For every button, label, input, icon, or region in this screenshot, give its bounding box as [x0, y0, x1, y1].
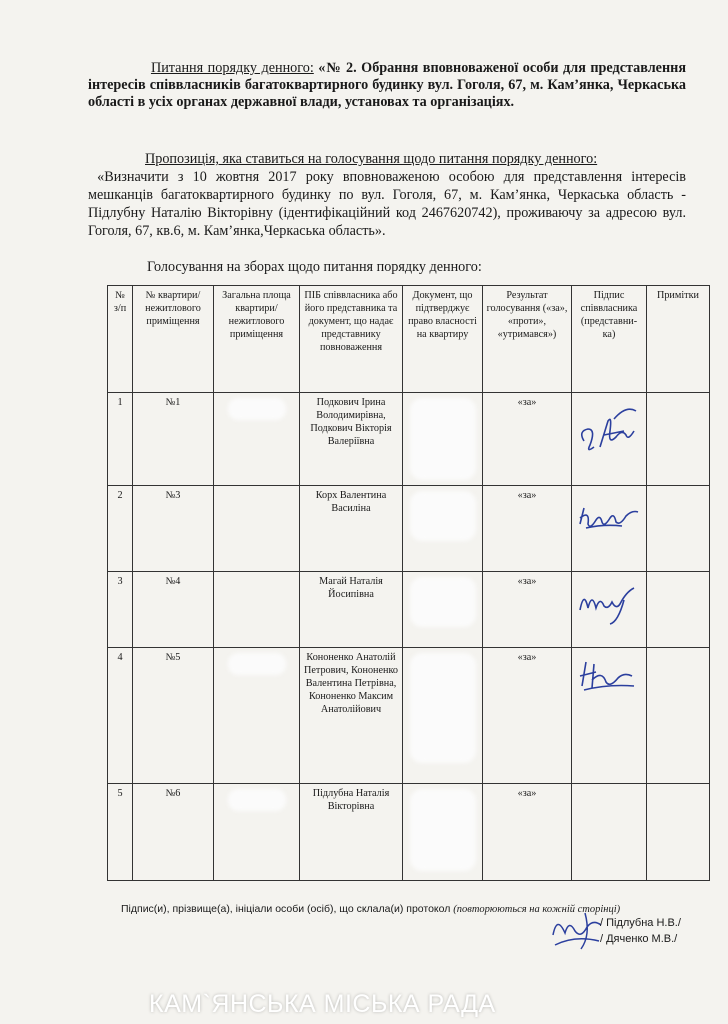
row-apartment: №1: [133, 393, 214, 486]
row-num: 2: [108, 486, 133, 572]
row-area-redacted: [214, 572, 300, 648]
table-row: [108, 486, 710, 572]
header-notes: Примітки: [647, 286, 710, 393]
row-document-redacted: [403, 648, 483, 784]
proposal-text: [88, 168, 686, 240]
table-row: [108, 393, 710, 486]
row-owner: Корх Валентина Василіна: [300, 486, 403, 572]
row-signature: [572, 393, 647, 486]
table-row: [108, 784, 710, 881]
redaction: [228, 789, 286, 811]
footer-text: Підпис(и), прізвище(а), ініціали особи (осіб), що склала(и) протокол: [121, 903, 451, 915]
row-num: 3: [108, 572, 133, 648]
agenda-item: [88, 60, 686, 111]
signer-name-2: / Дяченко М.В./: [600, 933, 678, 945]
header-num: № з/п: [108, 286, 133, 393]
row-num: 1: [108, 393, 133, 486]
row-apartment: №6: [133, 784, 214, 881]
row-notes: [647, 648, 710, 784]
redaction: [410, 491, 476, 541]
redaction: [410, 577, 476, 627]
signature-image: [574, 494, 644, 544]
row-vote: «за»: [483, 393, 572, 486]
row-num: 4: [108, 648, 133, 784]
voting-table: [107, 285, 710, 881]
redaction: [410, 653, 476, 763]
signature-image: [574, 580, 644, 630]
table-row: [108, 572, 710, 648]
row-vote: «за»: [483, 486, 572, 572]
row-notes: [647, 784, 710, 881]
row-signature: [572, 784, 647, 881]
voting-heading: Голосування на зборах щодо питання порядку денного:: [147, 259, 482, 275]
row-document-redacted: [403, 784, 483, 881]
row-notes: [647, 393, 710, 486]
signer-name-1: / Підлубна Н.В./: [600, 917, 681, 929]
row-document-redacted: [403, 393, 483, 486]
header-area: Загальна площа квартири/ нежитлового приміщення: [214, 286, 300, 393]
signature-image: [574, 656, 644, 696]
row-notes: [647, 486, 710, 572]
proposal-body: «Визначити з 10 жовтня 2017 року вповноваженою особою для представлення інтересів мешканців багатоквартирного будинку по вул. Гоголя, 67, м. Кам’янка, Черкаська область - Підлубну Наталію Вікторівну (ідентифікаційний код 2467620742), проживаючу за адресою вул. Гоголя, 67, кв.6, м. Кам’янка,Черкаська область».: [88, 169, 687, 239]
row-vote: «за»: [483, 784, 572, 881]
redaction: [410, 398, 476, 480]
header-owner: ПІБ співвласника або його представника та документ, що надає представнику повноваження: [300, 286, 403, 393]
row-signature: [572, 648, 647, 784]
proposal-heading: Пропозиція, яка ставиться на голосування щодо питання порядку денного:: [145, 151, 598, 167]
table-header-row: [108, 286, 710, 393]
agenda-label: Питання порядку денного:: [150, 60, 314, 76]
table-row: [108, 648, 710, 784]
row-notes: [647, 572, 710, 648]
agenda-text: «№ 2. Обрання вповноваженої особи для представлення інтересів співвласників багатоквартирного будинку вул. Гоголя, 67, м. Кам’янка, Черкаська області в усіх органах державної влади, установах та організаціях.: [88, 60, 687, 110]
row-owner: Кононенко Анатолій Петрович, Кононенко Валентина Петрівна, Кононенко Максим Анатолійович: [300, 648, 403, 784]
row-area-redacted: [214, 648, 300, 784]
row-area-redacted: [214, 486, 300, 572]
footer-note: (повторюються на кожній сторінці): [453, 904, 621, 915]
row-area-redacted: [214, 393, 300, 486]
row-apartment: №4: [133, 572, 214, 648]
row-signature: [572, 572, 647, 648]
row-vote: «за»: [483, 648, 572, 784]
watermark-text: КАМ`ЯНСЬКА МІСЬКА РАДА: [149, 990, 496, 1018]
header-signature: Підпис співвласника (представни-ка): [572, 286, 647, 393]
header-result: Результат голосування («за», «проти», «утримався»): [483, 286, 572, 393]
header-apartment: № квартири/ нежитлового приміщення: [133, 286, 214, 393]
row-vote: «за»: [483, 572, 572, 648]
row-num: 5: [108, 784, 133, 881]
row-owner: Магай Наталія Йосипівна: [300, 572, 403, 648]
row-owner: Подкович Ірина Володимирівна, Подкович Вікторія Валеріївна: [300, 393, 403, 486]
redaction: [410, 789, 476, 871]
row-owner: Підлубна Наталія Вікторівна: [300, 784, 403, 881]
row-apartment: №3: [133, 486, 214, 572]
signature-image: [574, 401, 644, 461]
row-area-redacted: [214, 784, 300, 881]
row-apartment: №5: [133, 648, 214, 784]
redaction: [228, 653, 286, 675]
redaction: [228, 398, 286, 420]
row-document-redacted: [403, 486, 483, 572]
header-document: Документ, що підтверджує право власності на квартиру: [403, 286, 483, 393]
row-document-redacted: [403, 572, 483, 648]
row-signature: [572, 486, 647, 572]
